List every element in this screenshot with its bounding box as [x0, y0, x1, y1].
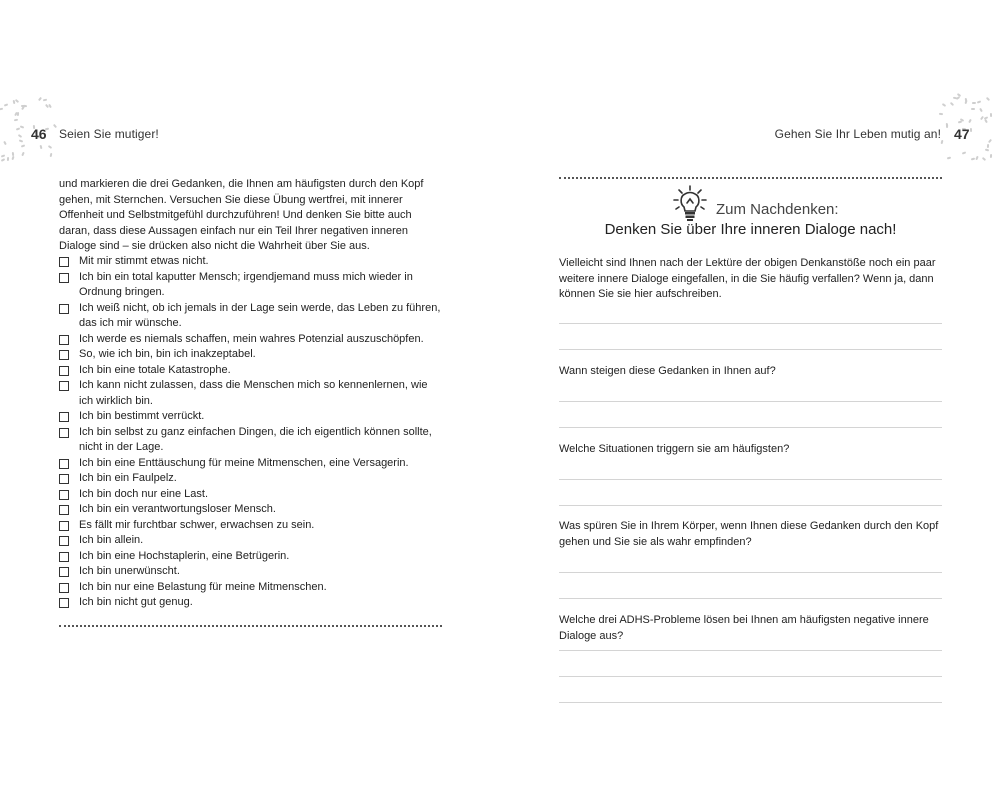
- checklist-item-text: Ich kann nicht zulassen, dass die Menschen mich so kennenlernen, wie ich wirklich bin.: [79, 379, 428, 407]
- lightbulb-icon: [673, 185, 707, 221]
- question-2: Wann steigen diese Gedanken in Ihnen auf?: [559, 365, 776, 377]
- checklist-item-text: Ich bin ein Faulpelz.: [79, 472, 177, 484]
- checkbox-icon[interactable]: [59, 257, 69, 267]
- decoration-dash: [49, 153, 52, 157]
- checkbox-icon[interactable]: [59, 583, 69, 593]
- checklist-item: [59, 254, 444, 270]
- checklist-item-text: Ich bin eine Hochstaplerin, eine Betrügerin.: [79, 549, 290, 562]
- decoration-dash: [982, 157, 986, 161]
- page-number-right: 47: [954, 126, 970, 142]
- decoration-dash: [3, 141, 7, 145]
- writing-line[interactable]: [559, 505, 942, 506]
- checklist-item: [59, 471, 444, 487]
- question-1: Vielleicht sind Ihnen nach der Lektüre der obigen Denkanstöße noch ein paar weitere innere Dialoge eingefallen, in die Sie häufig verfallen? Wenn ja, dann können Sie sie hier aufschreiben.: [559, 257, 936, 300]
- checklist-item: [59, 409, 444, 425]
- checklist-item: [59, 378, 444, 409]
- question-5: Welche drei ADHS-Probleme lösen bei Ihnen am häufigsten negative innere Dialoge aus?: [559, 614, 929, 642]
- checklist-item: [59, 332, 444, 348]
- decoration-dash: [942, 103, 946, 107]
- decoration-dash: [6, 157, 8, 161]
- decoration-dash: [21, 106, 25, 110]
- decoration-dash: [976, 155, 979, 159]
- checkbox-icon[interactable]: [59, 536, 69, 546]
- decoration-dash: [43, 99, 47, 102]
- checklist-item-text: Ich bin nicht gut genug.: [79, 596, 193, 608]
- decoration-dash: [4, 104, 8, 107]
- decoration-dash: [950, 101, 954, 105]
- writing-line[interactable]: [559, 479, 942, 480]
- writing-line[interactable]: [559, 401, 942, 402]
- checklist-item-text: Ich werde es niemals schaffen, mein wahres Potenzial auszuschöpfen.: [79, 332, 424, 345]
- decoration-dash: [979, 108, 983, 112]
- decoration-dash: [48, 146, 52, 150]
- decoration-dash: [962, 151, 966, 154]
- checklist-item: [59, 580, 444, 596]
- running-head-left: Seien Sie mutiger!: [59, 127, 159, 141]
- writing-line[interactable]: [559, 702, 942, 703]
- checkbox-icon[interactable]: [59, 304, 69, 314]
- thought-checklist: [59, 254, 444, 611]
- reflection-label: Zum Nachdenken:: [716, 201, 839, 218]
- decoration-dash: [21, 152, 25, 156]
- checkbox-icon[interactable]: [59, 366, 69, 376]
- running-head-right: Gehen Sie Ihr Leben mutig an!: [774, 127, 941, 141]
- checkbox-icon[interactable]: [59, 505, 69, 515]
- checklist-item: [59, 502, 444, 518]
- checklist-item-text: Ich bin ein verantwortungsloser Mensch.: [79, 503, 276, 515]
- checklist-item: [59, 595, 444, 611]
- checklist-item-text: Ich bin ein total kaputter Mensch; irgendjemand muss mich wieder in Ordnung bringen.: [79, 270, 413, 298]
- checklist-item: [59, 549, 444, 565]
- decoration-dash: [18, 134, 22, 138]
- decoration-dash: [0, 108, 3, 111]
- right-page: [500, 0, 1000, 800]
- checkbox-icon[interactable]: [59, 428, 69, 438]
- checklist-item-text: So, wie ich bin, bin ich inakzeptabel.: [79, 348, 256, 360]
- writing-line[interactable]: [559, 676, 942, 677]
- page-corner-decoration: [0, 92, 60, 162]
- decoration-dash: [970, 128, 972, 132]
- decoration-dash: [987, 144, 989, 148]
- decoration-dash: [971, 108, 975, 110]
- checkbox-icon[interactable]: [59, 350, 69, 360]
- checklist-item: [59, 301, 444, 332]
- writing-line[interactable]: [559, 650, 942, 651]
- intro-paragraph: und markieren die drei Gedanken, die Ihnen am häufigsten durch den Kopf gehen, mit Sternchen. Versuchen Sie diese Übung wertfrei, mit innerer Offenheit und Selbstmitgefühl durchzuführen! Und denken Sie bitte auch daran, dass diese Aussagen einfach nur ein Teil Ihrer negativen inneren Dialoge sind – sie drücken also nicht die Wahrheit über Sie aus.: [59, 178, 424, 252]
- writing-line[interactable]: [559, 349, 942, 350]
- checklist-item: [59, 564, 444, 580]
- decoration-dash: [990, 154, 992, 158]
- checklist-item: [59, 347, 444, 363]
- page-corner-decoration: [940, 92, 1000, 162]
- decoration-dash: [40, 145, 43, 149]
- decoration-dash: [965, 99, 968, 103]
- decoration-dash: [977, 100, 981, 103]
- checklist-item: [59, 270, 444, 301]
- decoration-dash: [1, 155, 5, 158]
- dotted-divider-left: [59, 625, 442, 627]
- checkbox-icon[interactable]: [59, 381, 69, 391]
- decoration-dash: [988, 139, 992, 143]
- checklist-item-text: Mit mir stimmt etwas nicht.: [79, 255, 209, 267]
- decoration-dash: [985, 96, 989, 100]
- writing-line[interactable]: [559, 598, 942, 599]
- checklist-item: [59, 518, 444, 534]
- checkbox-icon[interactable]: [59, 521, 69, 531]
- checkbox-icon[interactable]: [59, 273, 69, 283]
- checkbox-icon[interactable]: [59, 335, 69, 345]
- checkbox-icon[interactable]: [59, 552, 69, 562]
- checkbox-icon[interactable]: [59, 598, 69, 608]
- checkbox-icon[interactable]: [59, 412, 69, 422]
- checklist-item-text: Ich bin eine totale Katastrophe.: [79, 363, 231, 376]
- checkbox-icon[interactable]: [59, 459, 69, 469]
- question-3: Welche Situationen triggern sie am häufigsten?: [559, 443, 790, 455]
- decoration-dash: [38, 97, 42, 101]
- checklist-item: [59, 533, 444, 549]
- checkbox-icon[interactable]: [59, 474, 69, 484]
- checklist-item: [59, 363, 444, 379]
- decoration-dash: [990, 113, 992, 117]
- checklist-item-text: Ich weiß nicht, ob ich jemals in der Lage sein werde, das Leben zu führen, das ich mir wünsche.: [79, 301, 441, 329]
- checklist-item-text: Ich bin eine Enttäuschung für meine Mitmenschen, eine Versagerin.: [79, 456, 409, 469]
- decoration-dash: [985, 148, 989, 151]
- checkbox-icon[interactable]: [59, 490, 69, 500]
- checklist-item-text: Ich bin selbst zu ganz einfachen Dingen, die ich eigentlich können sollte, nicht in der Lage.: [79, 425, 432, 453]
- question-4: Was spüren Sie in Ihrem Körper, wenn Ihnen diese Gedanken durch den Kopf gehen und Sie sie als wahr empfinden?: [559, 520, 939, 548]
- decoration-dash: [14, 118, 18, 121]
- checklist-item-text: Ich bin allein.: [79, 534, 144, 546]
- decoration-dash: [972, 101, 976, 103]
- decoration-dash: [53, 124, 57, 128]
- decoration-dash: [939, 113, 943, 115]
- checklist-item: [59, 456, 444, 472]
- checklist-item-text: Ich bin bestimmt verrückt.: [79, 410, 205, 422]
- decoration-dash: [956, 96, 960, 100]
- decoration-dash: [16, 128, 20, 131]
- writing-line[interactable]: [559, 572, 942, 573]
- reflection-title: Denken Sie über Ihre inneren Dialoge nach!: [604, 221, 897, 238]
- decoration-dash: [1, 158, 5, 162]
- decoration-dash: [946, 157, 950, 160]
- decoration-dash: [11, 156, 14, 160]
- checklist-item: [59, 425, 444, 456]
- decoration-dash: [968, 119, 972, 123]
- checklist-item-text: Ich bin doch nur eine Last.: [79, 487, 209, 500]
- page-number-left: 46: [31, 126, 47, 142]
- checklist-item: [59, 487, 444, 503]
- writing-line[interactable]: [559, 323, 942, 324]
- writing-line[interactable]: [559, 427, 942, 428]
- checklist-item-text: Ich bin unerwünscht.: [79, 565, 180, 577]
- decoration-dash: [946, 123, 949, 127]
- checkbox-icon[interactable]: [59, 567, 69, 577]
- checklist-item-text: Es fällt mir furchtbar schwer, erwachsen zu sein.: [79, 518, 315, 531]
- checklist-item-text: Ich bin nur eine Belastung für meine Mitmenschen.: [79, 580, 327, 593]
- dotted-divider-right: [559, 177, 942, 179]
- decoration-dash: [21, 144, 25, 147]
- decoration-dash: [18, 139, 22, 142]
